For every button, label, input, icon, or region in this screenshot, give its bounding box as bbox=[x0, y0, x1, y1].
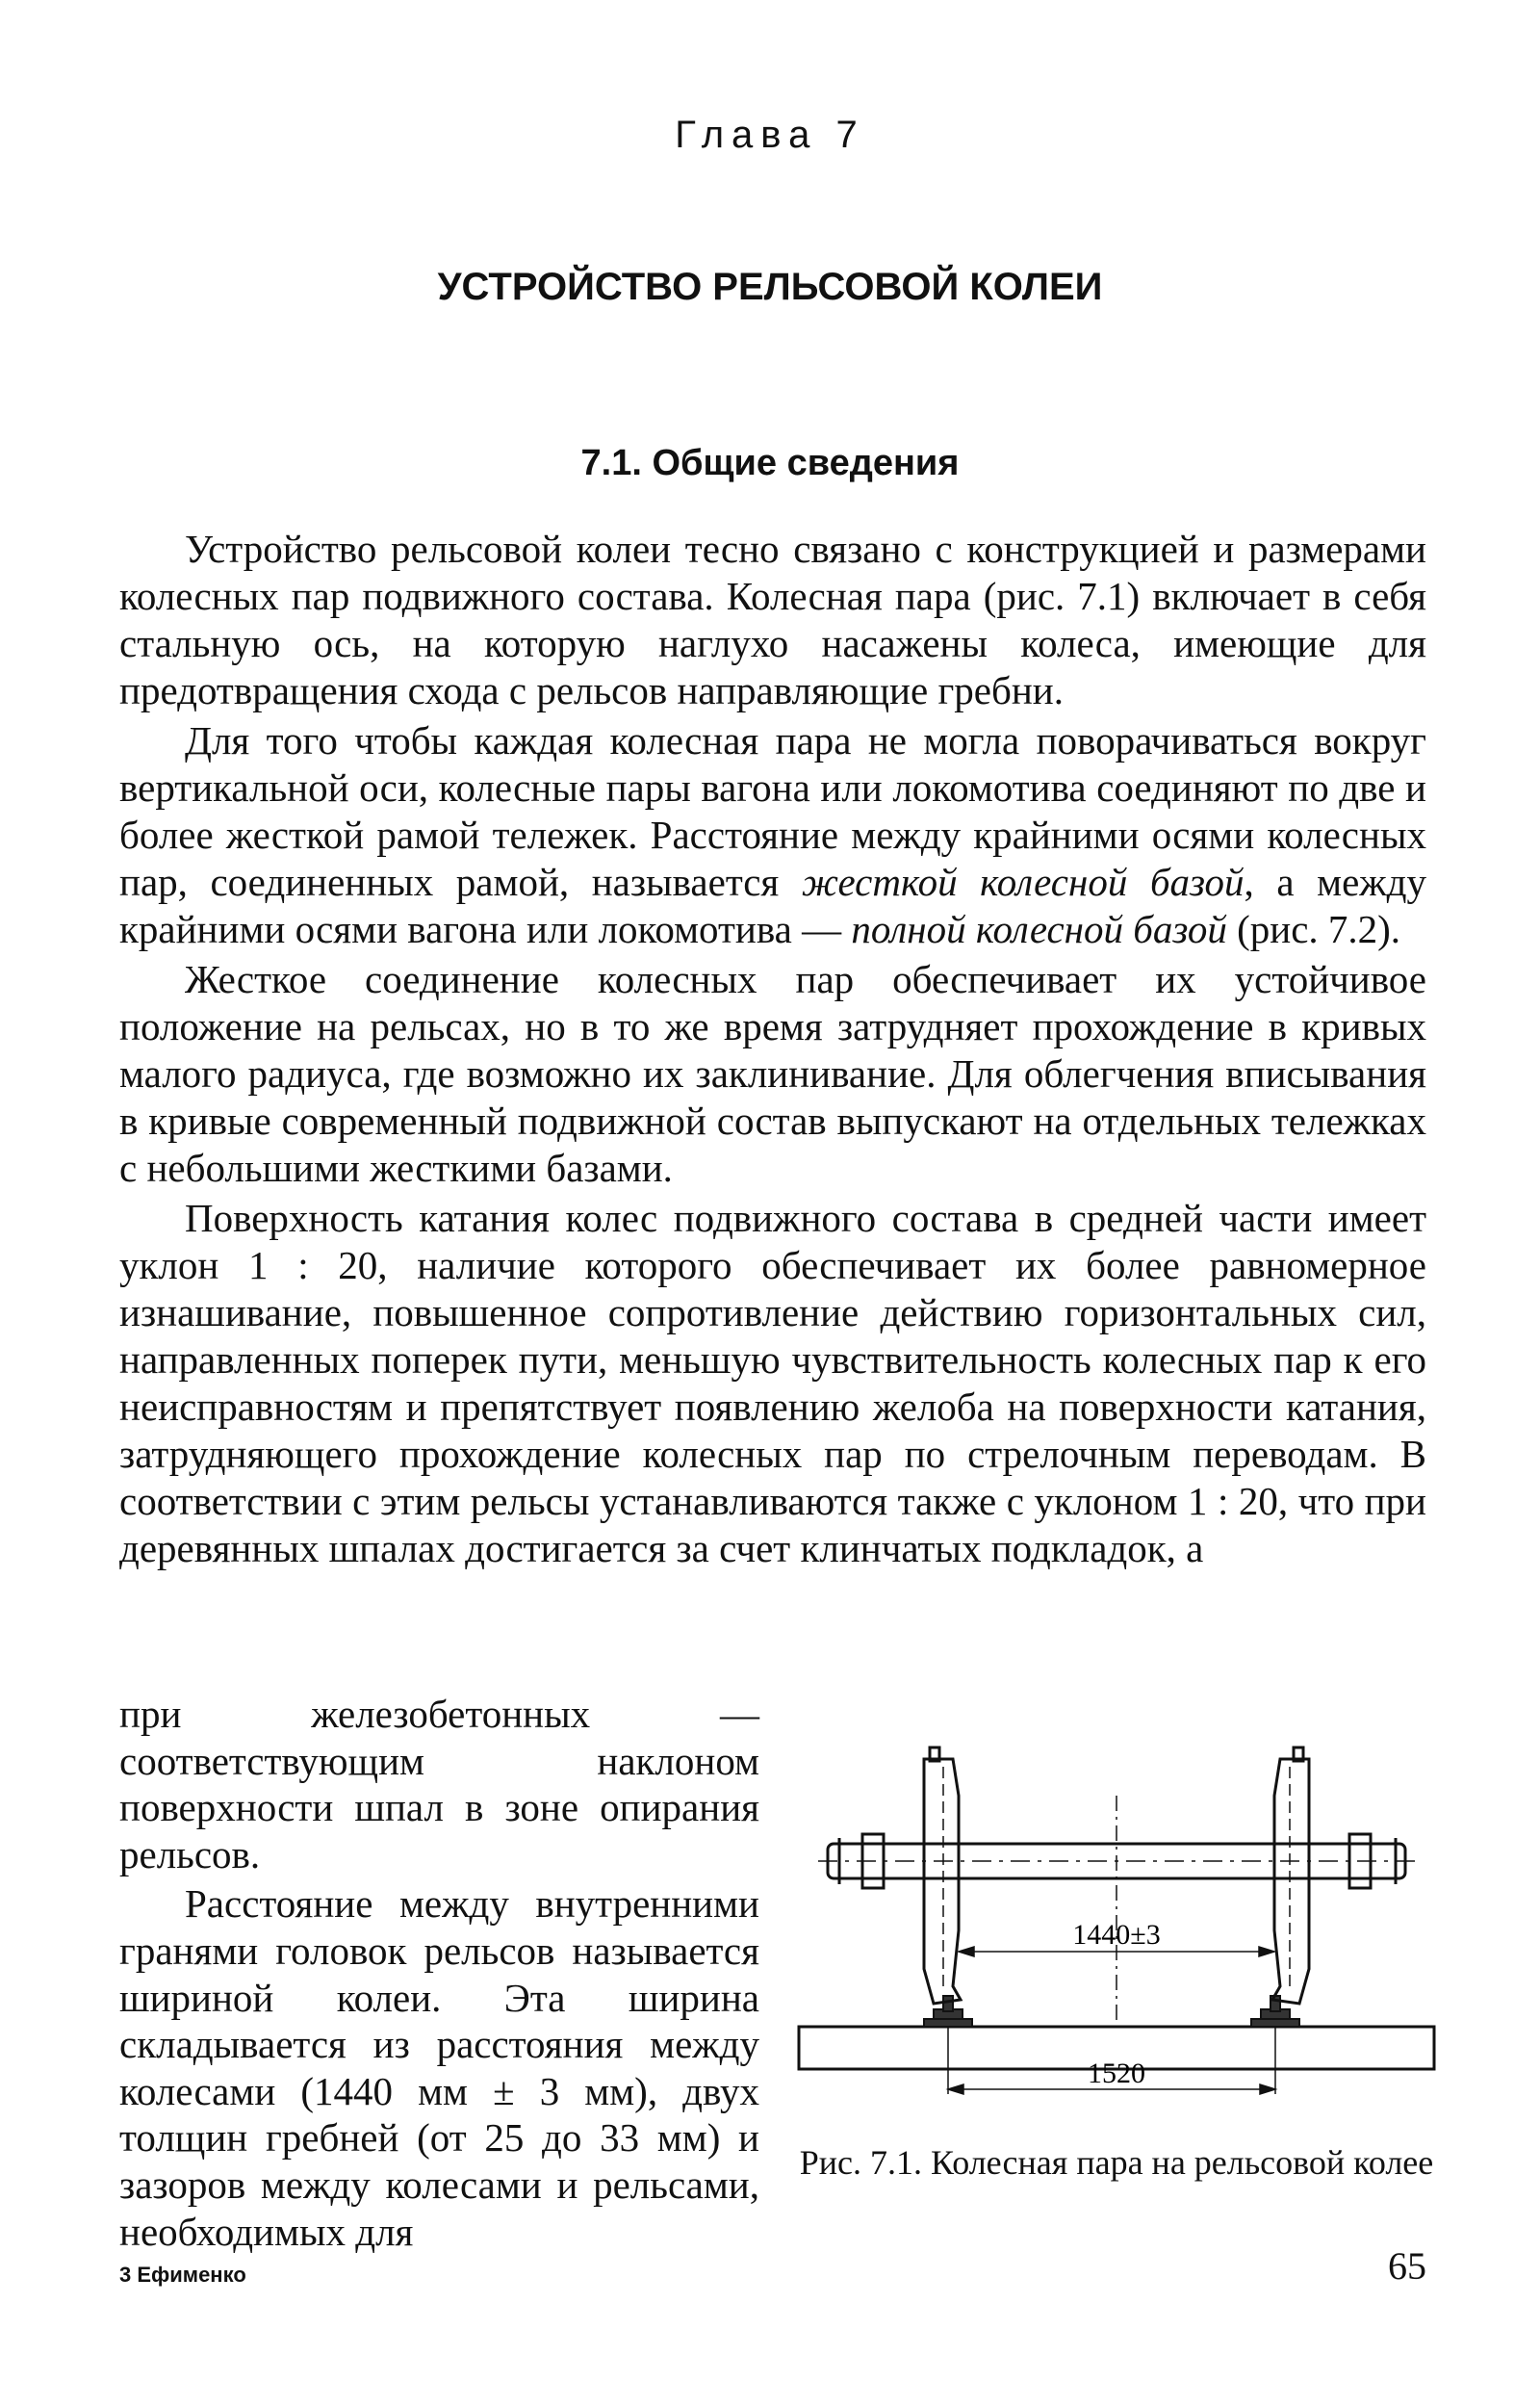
paragraph-2 bbox=[119, 717, 1426, 953]
footer-signature: 3 Ефименко bbox=[119, 2263, 246, 2287]
chapter-label: Глава 7 bbox=[675, 114, 865, 156]
chapter-title: УСТРОЙСТВО РЕЛЬСОВОЙ КОЛЕИ bbox=[437, 266, 1103, 308]
wheelset-figure bbox=[789, 1738, 1444, 2133]
section-title: 7.1. Общие сведения bbox=[580, 443, 960, 483]
dimension-inner-label: 1440±3 bbox=[1072, 1919, 1161, 1951]
paragraph-5: Расстояние между внутренними гранями головок рельсов называется шириной колеи. Эта ширина складывается из расстояния между колесами (1440 мм ± 3 мм), двух толщин гребней (от 25 до 33 мм) и зазоров между колесами и рельсами, необходимых для bbox=[119, 1881, 759, 2254]
dimension-outer-label: 1520 bbox=[1088, 2058, 1145, 2089]
paragraph-2-part-c: (рис. 7.2). bbox=[1226, 907, 1401, 951]
paragraph-2-part-b: , а между крайними осями вагона или локомотива — bbox=[119, 860, 1426, 951]
body-text bbox=[119, 526, 1426, 1572]
paragraph-4-continued: при железобетонных — соответствующим наклоном поверхности шпал в зоне опирания рельсов. bbox=[119, 1692, 759, 1876]
paragraph-3: Жесткое соединение колесных пар обеспечивает их устойчивое положение на рельсах, но в то же время затрудняет прохождение в кривых малого радиуса, где возможно их заклинивание. Для облегчения вписывания в кривые современный подвижной состав выпускают на отдельных тележках с небольшими жесткими базами. bbox=[119, 957, 1426, 1190]
paragraph-2-part-a: Для того чтобы каждая колесная пара не могла поворачиваться вокруг вертикальной оси, колесные пары вагона или локомотива соединяют по две и более жесткой рамой тележек. Расстояние между крайними осями колесных пар, соединенных рамой, называется bbox=[119, 718, 1426, 904]
paragraph-4: Поверхность катания колес подвижного состава в средней части имеет уклон 1 : 20, наличие которого обеспечивает их более равномерное изнашивание, повышенное сопротивление действию горизонтальных сил, направленных поперек пути, меньшую чувствительность колесных пар к его неисправностям и препятствует появлению желоба на поверхности катания, затрудняющего прохождение колесных пар по стрелочным переводам. В соответствии с этим рельсы устанавливаются также с уклоном 1 : 20, что при деревянных шпалах достигается за счет клинчатых подкладок, а bbox=[119, 1196, 1426, 1570]
left-wheel bbox=[924, 1747, 961, 2004]
paragraph-1: Устройство рельсовой колеи тесно связано с конструкцией и размерами колесных пар подвижного состава. Колесная пара (рис. 7.1) включает в себя стальную ось, на которую наглухо насажены колеса, имеющие для предотвращения схода с рельсов направляющие гребни. bbox=[119, 527, 1426, 712]
page-number: 65 bbox=[1388, 2244, 1426, 2288]
right-wheel bbox=[1272, 1747, 1309, 2004]
term-rigid-wheelbase: жесткой колесной базой bbox=[801, 860, 1245, 904]
figure-caption: Рис. 7.1. Колесная пара на рельсовой колее bbox=[799, 2143, 1434, 2182]
narrow-column-text bbox=[119, 1691, 759, 2258]
term-full-wheelbase: полной колесной базой bbox=[851, 907, 1227, 951]
